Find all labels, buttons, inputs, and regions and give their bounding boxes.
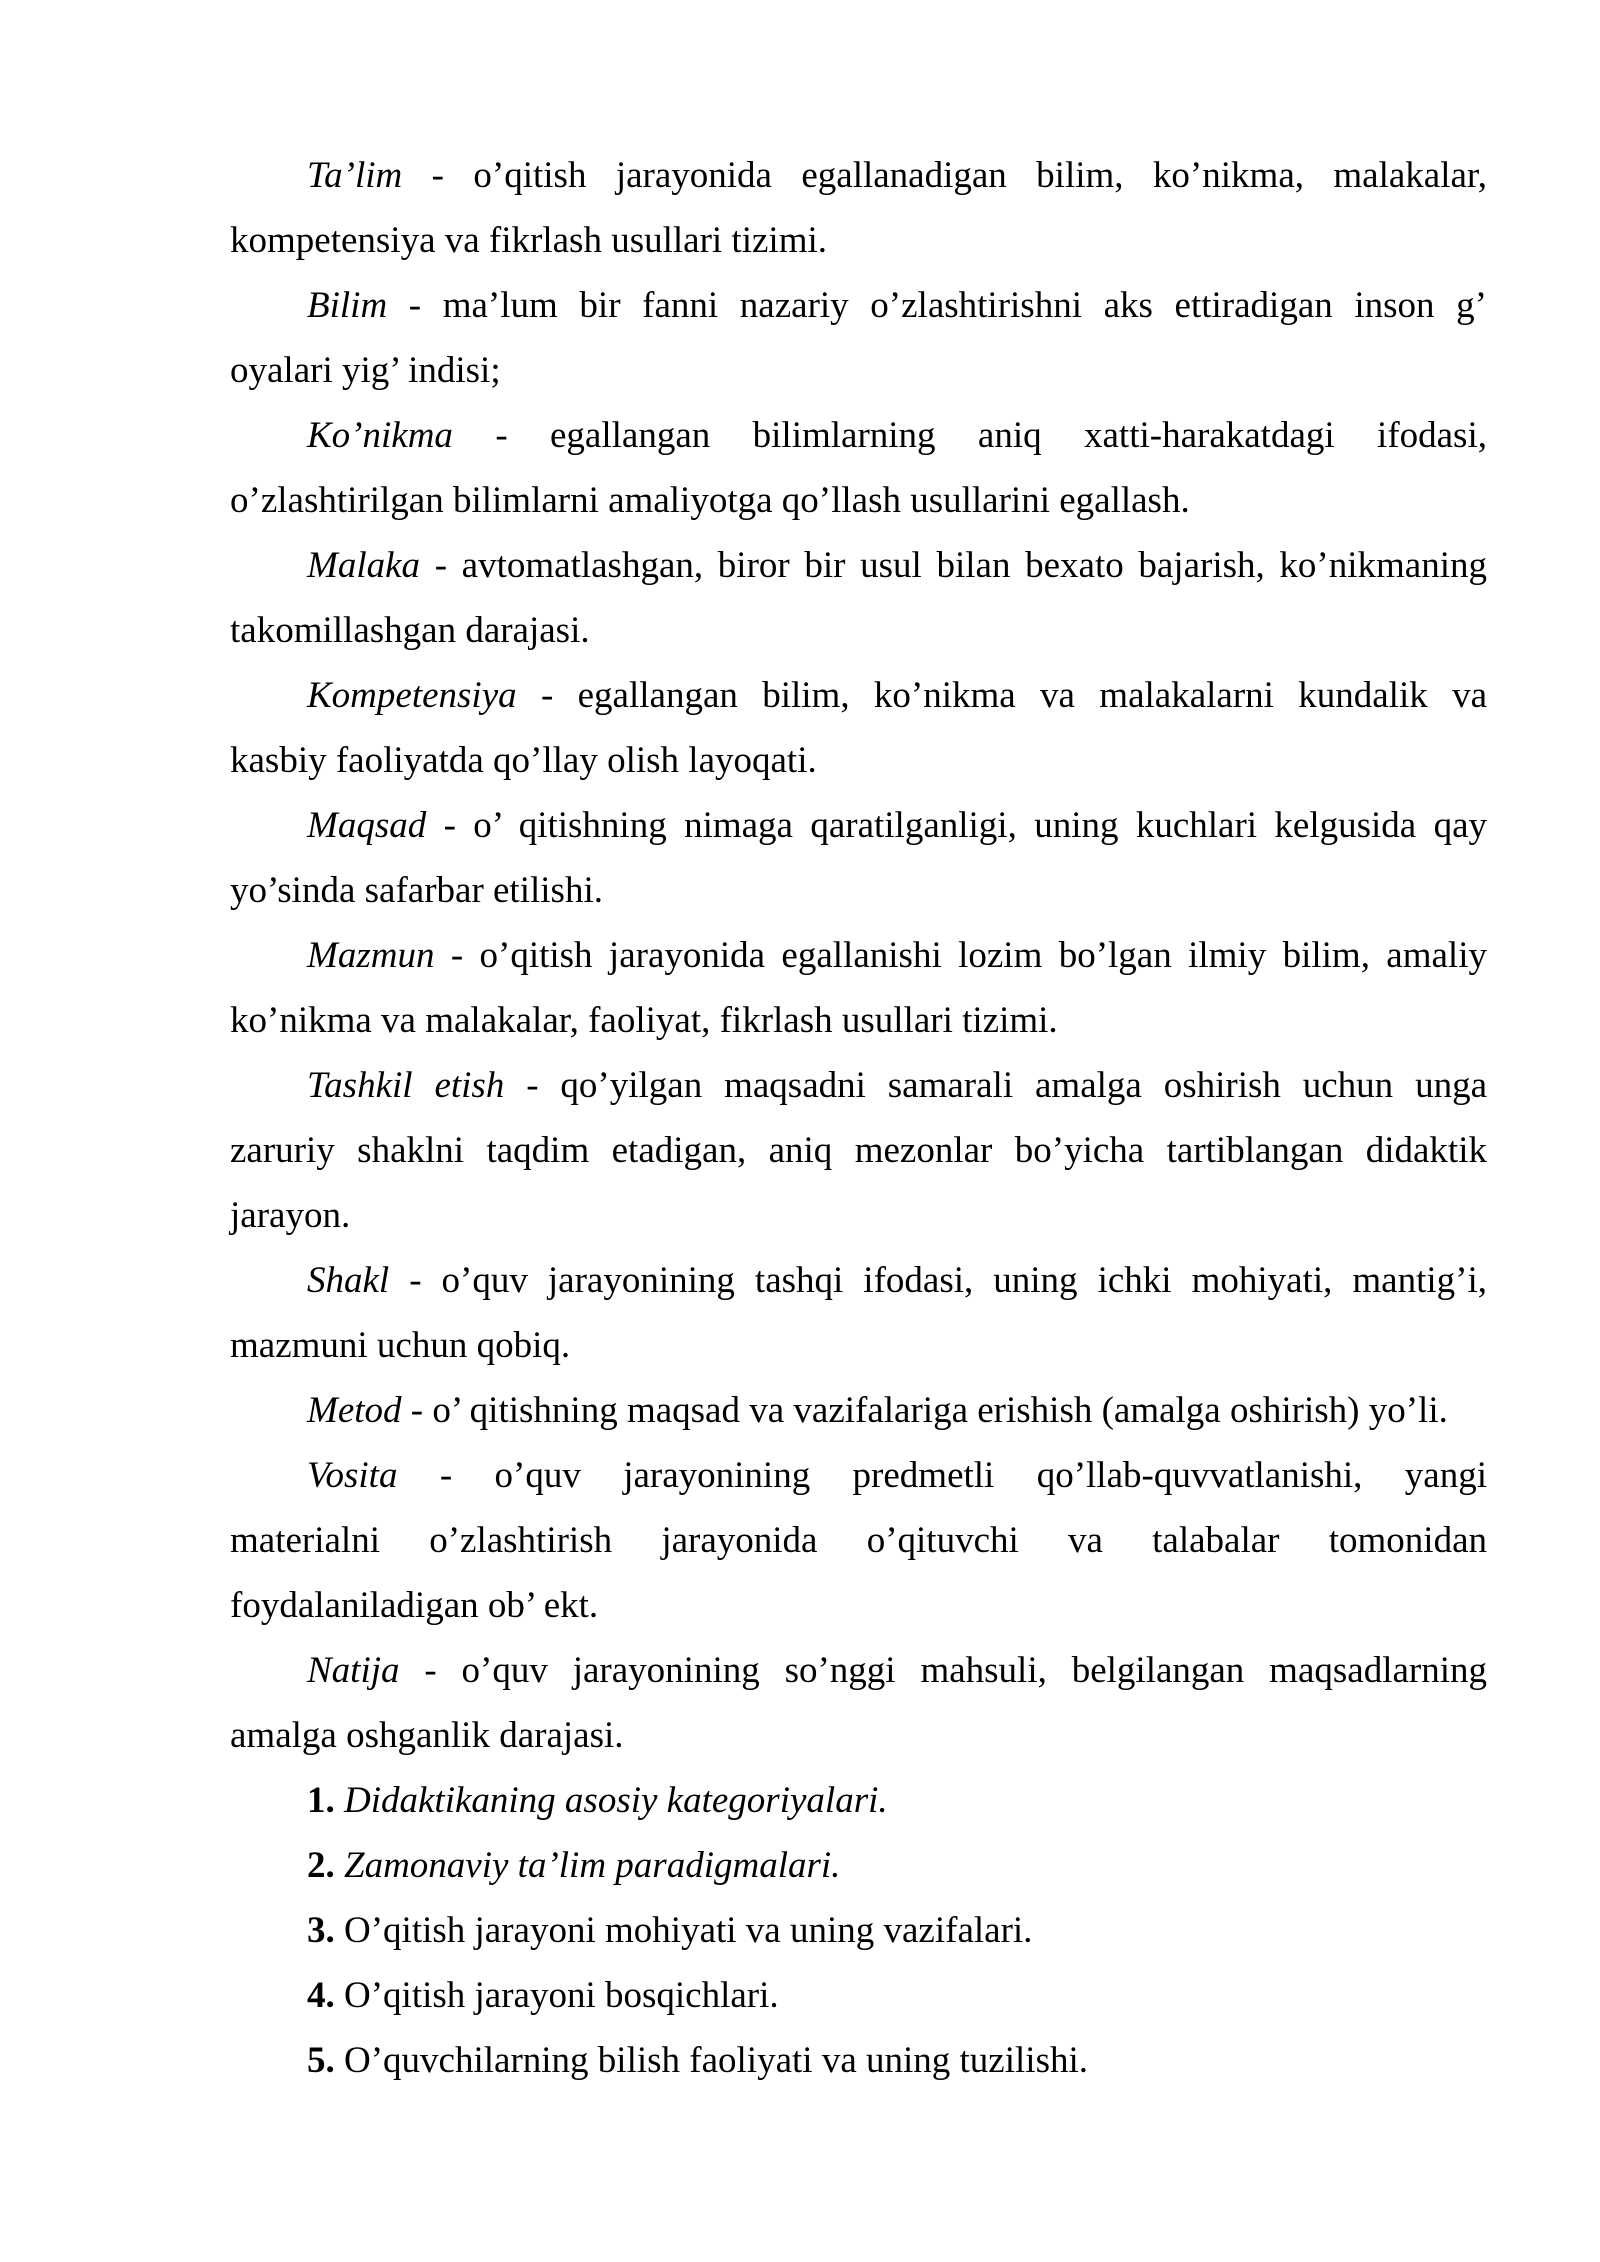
text-line	[230, 468, 1487, 533]
paragraph	[230, 1638, 1487, 1768]
definition-term: Shakl	[307, 1260, 390, 1301]
definition-text: o’zlashtirilgan bilimlarni amaliyotga qo’llash usullarini egallash.	[230, 480, 1190, 521]
definition-text: ko’nikma va malakalar, faoliyat, fikrlash usullari tizimi.	[230, 1000, 1058, 1041]
text-line	[230, 1118, 1487, 1183]
definition-text: mazmuni uchun qobiq.	[230, 1325, 571, 1366]
definition-term: Ko’nikma	[307, 415, 453, 456]
text-line	[230, 403, 1487, 468]
definition-term: Maqsad	[307, 805, 427, 846]
definition-text: yo’sinda safarbar etilishi.	[230, 870, 603, 911]
text-line	[230, 208, 1487, 273]
paragraph	[230, 273, 1487, 403]
list-item-text: Zamonaviy ta’lim paradigmalari.	[334, 1845, 841, 1886]
definition-text: - o’qitish jarayonida egallanadigan bilim, ko’nikma, malakalar,	[402, 155, 1487, 196]
definition-term: Tashkil etish	[307, 1065, 505, 1106]
text-line	[230, 1443, 1487, 1508]
definition-text: - o’quv jarayonining predmetli qo’llab-quvvatlanishi, yangi	[397, 1455, 1487, 1496]
paragraph	[230, 143, 1487, 273]
definition-text: - ma’lum bir fanni nazariy o’zlashtirishni aks ettiradigan inson g’	[387, 285, 1487, 326]
definition-text: kompetensiya va fikrlash usullari tizimi.	[230, 220, 828, 261]
definition-text: - qo’yilgan maqsadni samarali amalga oshirish uchun unga	[504, 1065, 1487, 1106]
text-line	[230, 598, 1487, 663]
definition-text: kasbiy faoliyatda qo’llay olish layoqati.	[230, 740, 817, 781]
list-item-text: O’qitish jarayoni bosqichlari.	[334, 1975, 779, 2016]
text-line	[230, 728, 1487, 793]
definition-text: - o’quv jarayonining tashqi ifodasi, uning ichki mohiyati, mantig’i,	[389, 1260, 1487, 1301]
definition-term: Metod	[307, 1390, 402, 1431]
paragraph	[230, 533, 1487, 663]
definition-term: Ta’lim	[307, 155, 403, 196]
text-line	[230, 273, 1487, 338]
definition-term: Kompetensiya	[307, 675, 517, 716]
text-line	[230, 143, 1487, 208]
definition-text: - avtomatlashgan, biror bir usul bilan bexato bajarish, ko’nikmaning	[420, 545, 1487, 586]
text-line	[230, 338, 1487, 403]
definition-text: foydalaniladigan ob’ ekt.	[230, 1585, 599, 1626]
definition-text: amalga oshganlik darajasi.	[230, 1715, 624, 1756]
text-line	[230, 1703, 1487, 1768]
paragraph	[230, 403, 1487, 533]
definition-term: Mazmun	[307, 935, 435, 976]
definition-text: - o’ qitishning nimaga qaratilganligi, uning kuchlari kelgusida qay	[426, 805, 1487, 846]
text-line	[230, 663, 1487, 728]
definition-term: Malaka	[307, 545, 421, 586]
paragraph	[230, 1443, 1487, 1638]
definition-text: materialni o’zlashtirish jarayonida o’qituvchi va talabalar tomonidan	[230, 1520, 1487, 1561]
text-line	[230, 1573, 1487, 1638]
text-line	[230, 923, 1487, 988]
text-line	[230, 858, 1487, 923]
text-line	[230, 988, 1487, 1053]
text-line	[230, 1638, 1487, 1703]
list-item	[230, 1833, 1487, 1898]
paragraph	[230, 1248, 1487, 1378]
paragraph	[230, 1378, 1487, 1443]
definition-text: - o’ qitishning maqsad va vazifalariga erishish (amalga oshirish) yo’li.	[401, 1390, 1448, 1431]
list-item	[230, 1898, 1487, 1963]
text-line	[230, 1248, 1487, 1313]
text-line	[230, 533, 1487, 598]
text-line	[230, 1508, 1487, 1573]
list-item-text: O’quvchilarning bilish faoliyati va uning tuzilishi.	[334, 2040, 1088, 2081]
definition-text: takomillashgan darajasi.	[230, 610, 590, 651]
definition-text: jarayon.	[230, 1195, 351, 1236]
paragraph	[230, 663, 1487, 793]
list-number: 3.	[307, 1910, 335, 1951]
list-number: 1.	[307, 1780, 335, 1821]
definition-term: Vosita	[307, 1455, 398, 1496]
list-item	[230, 1963, 1487, 2028]
paragraph	[230, 1053, 1487, 1248]
definition-text: - egallangan bilimlarning aniq xatti-harakatdagi ifodasi,	[452, 415, 1487, 456]
definition-text: oyalari yig’ indisi;	[230, 350, 501, 391]
definition-text: - o’quv jarayonining so’nggi mahsuli, belgilangan maqsadlarning	[399, 1650, 1487, 1691]
definition-term: Natija	[307, 1650, 400, 1691]
paragraph	[230, 923, 1487, 1053]
list-number: 2.	[307, 1845, 335, 1886]
list-number: 4.	[307, 1975, 335, 2016]
list-item	[230, 2028, 1487, 2093]
list-item	[230, 1768, 1487, 1833]
list-item-text: O’qitish jarayoni mohiyati va uning vazifalari.	[334, 1910, 1033, 1951]
list-number: 5.	[307, 2040, 335, 2081]
paragraph	[230, 793, 1487, 923]
definition-text: zaruriy shaklni taqdim etadigan, aniq mezonlar bo’yicha tartiblangan didaktik	[230, 1130, 1487, 1171]
text-line	[230, 1378, 1487, 1443]
text-line	[230, 1053, 1487, 1118]
definition-text: - egallangan bilim, ko’nikma va malakalarni kundalik va	[516, 675, 1487, 716]
text-line	[230, 1313, 1487, 1378]
definition-text: - o’qitish jarayonida egallanishi lozim bo’lgan ilmiy bilim, amaliy	[434, 935, 1487, 976]
topic-list	[230, 1768, 1487, 2093]
list-item-text: Didaktikaning asosiy kategoriyalari.	[334, 1780, 888, 1821]
definition-term: Bilim	[307, 285, 388, 326]
text-line	[230, 793, 1487, 858]
text-line	[230, 1183, 1487, 1248]
